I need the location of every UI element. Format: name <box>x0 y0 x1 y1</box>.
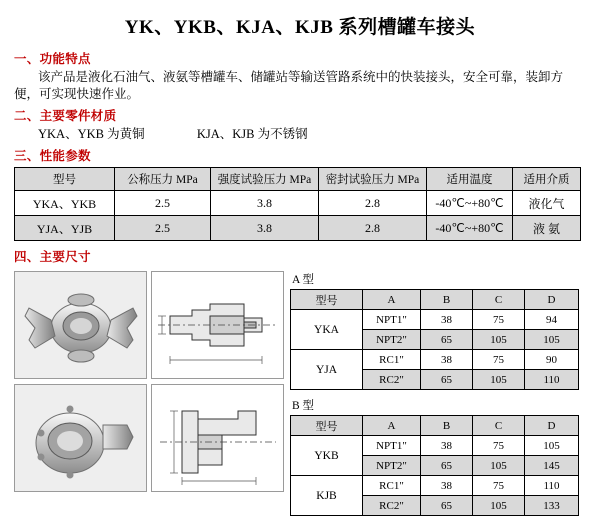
material-line-a: YKA、YKB 为黄铜 <box>38 127 145 141</box>
table-row <box>291 350 579 370</box>
perf-r0-c2: 3.8 <box>211 191 319 216</box>
dima-r0-c1: NPT1" <box>363 310 421 330</box>
table-row <box>291 436 579 456</box>
dimension-block-a <box>290 271 580 390</box>
perf-col-2: 强度试验压力 MPa <box>211 168 319 191</box>
perf-col-4: 适用温度 <box>427 168 513 191</box>
dima-r0-c2: 38 <box>421 310 473 330</box>
perf-col-5: 适用介质 <box>513 168 581 191</box>
dimb-col-4: D <box>525 416 579 436</box>
section-heading-dimensions: 四、主要尺寸 <box>14 250 91 264</box>
dimb-r0-c1: NPT1" <box>363 436 421 456</box>
dimb-r0-c3: 75 <box>473 436 525 456</box>
dima-r2-c4: 90 <box>525 350 579 370</box>
dimb-col-3: C <box>473 416 525 436</box>
dimb-r1-c3: 105 <box>473 456 525 476</box>
perf-r1-c3: 2.8 <box>319 216 427 241</box>
dima-r3-c2: 65 <box>421 370 473 390</box>
dimb-r0-c2: 38 <box>421 436 473 456</box>
perf-r1-c1: 2.5 <box>115 216 211 241</box>
dima-col-1: A <box>363 290 421 310</box>
material-line-b: KJA、KJB 为不锈钢 <box>196 127 308 141</box>
perf-r0-c0: YKA、YKB <box>15 191 115 216</box>
dimension-table-a <box>290 289 579 390</box>
table-row <box>15 191 581 216</box>
dimension-block-b <box>290 397 580 516</box>
dimb-r1-c4: 145 <box>525 456 579 476</box>
perf-r1-c5: 液 氨 <box>513 216 581 241</box>
type-b-label: B 型 <box>292 400 315 412</box>
dimb-r1-c2: 65 <box>421 456 473 476</box>
dimb-r2-c3: 75 <box>473 476 525 496</box>
dimb-col-1: A <box>363 416 421 436</box>
dimb-r0-c4: 105 <box>525 436 579 456</box>
dima-r0-c3: 75 <box>473 310 525 330</box>
dima-r3-c4: 110 <box>525 370 579 390</box>
perf-col-3: 密封试验压力 MPa <box>319 168 427 191</box>
table-header-row <box>291 416 579 436</box>
dima-r2-c1: RC1" <box>363 350 421 370</box>
dimb-model-1: KJB <box>291 476 363 516</box>
dima-col-0: 型号 <box>291 290 363 310</box>
dima-col-3: C <box>473 290 525 310</box>
photo-type-a <box>14 271 147 379</box>
material-lines <box>14 126 586 143</box>
image-row-b <box>14 384 284 492</box>
dimb-r3-c2: 65 <box>421 496 473 516</box>
perf-r0-c3: 2.8 <box>319 191 427 216</box>
dima-r1-c4: 105 <box>525 330 579 350</box>
dima-model-1: YJA <box>291 350 363 390</box>
table-header-row <box>15 168 581 191</box>
perf-col-0: 型号 <box>15 168 115 191</box>
dimb-r3-c3: 105 <box>473 496 525 516</box>
dimb-r2-c1: RC1" <box>363 476 421 496</box>
dima-r1-c3: 105 <box>473 330 525 350</box>
dimb-r2-c2: 38 <box>421 476 473 496</box>
dima-r3-c1: RC2" <box>363 370 421 390</box>
dima-r1-c2: 65 <box>421 330 473 350</box>
section-heading-performance: 三、性能参数 <box>14 149 91 163</box>
drawing-type-a <box>151 271 284 379</box>
photo-type-b <box>14 384 147 492</box>
perf-r0-c4: -40℃~+80℃ <box>427 191 513 216</box>
dimension-table-b <box>290 415 579 516</box>
dima-r2-c3: 75 <box>473 350 525 370</box>
section-heading-material: 二、主要零件材质 <box>14 109 117 123</box>
dimensions-area <box>14 271 586 523</box>
dima-r3-c3: 105 <box>473 370 525 390</box>
perf-r1-c0: YJA、YJB <box>15 216 115 241</box>
table-row <box>291 310 579 330</box>
dimb-col-2: B <box>421 416 473 436</box>
perf-r1-c2: 3.8 <box>211 216 319 241</box>
perf-r0-c5: 液化气 <box>513 191 581 216</box>
dima-col-4: D <box>525 290 579 310</box>
perf-col-1: 公称压力 MPa <box>115 168 211 191</box>
dima-col-2: B <box>421 290 473 310</box>
dima-r0-c4: 94 <box>525 310 579 330</box>
dimb-r1-c1: NPT2" <box>363 456 421 476</box>
section-heading-features: 一、功能特点 <box>14 52 91 66</box>
dimension-tables-column <box>290 271 580 523</box>
perf-r0-c1: 2.5 <box>115 191 211 216</box>
type-a-label: A 型 <box>292 274 315 286</box>
dimb-col-0: 型号 <box>291 416 363 436</box>
page-title: YK、YKB、KJA、KJB 系列槽罐车接头 <box>124 17 476 38</box>
dimb-r2-c4: 110 <box>525 476 579 496</box>
features-body: 该产品是液化石油气、液氨等槽罐车、储罐站等输送管路系统中的快装接头，安全可靠，装卸方便，可实现快速作业。 <box>14 70 564 101</box>
dimb-model-0: YKB <box>291 436 363 476</box>
table-row <box>291 476 579 496</box>
dimb-r3-c1: RC2" <box>363 496 421 516</box>
dima-model-0: YKA <box>291 310 363 350</box>
perf-r1-c4: -40℃~+80℃ <box>427 216 513 241</box>
table-header-row <box>291 290 579 310</box>
table-row <box>15 216 581 241</box>
performance-table <box>14 167 581 241</box>
images-column <box>14 271 284 523</box>
drawing-type-b <box>151 384 284 492</box>
dima-r2-c2: 38 <box>421 350 473 370</box>
dimb-r3-c4: 133 <box>525 496 579 516</box>
dima-r1-c1: NPT2" <box>363 330 421 350</box>
image-row-a <box>14 271 284 379</box>
